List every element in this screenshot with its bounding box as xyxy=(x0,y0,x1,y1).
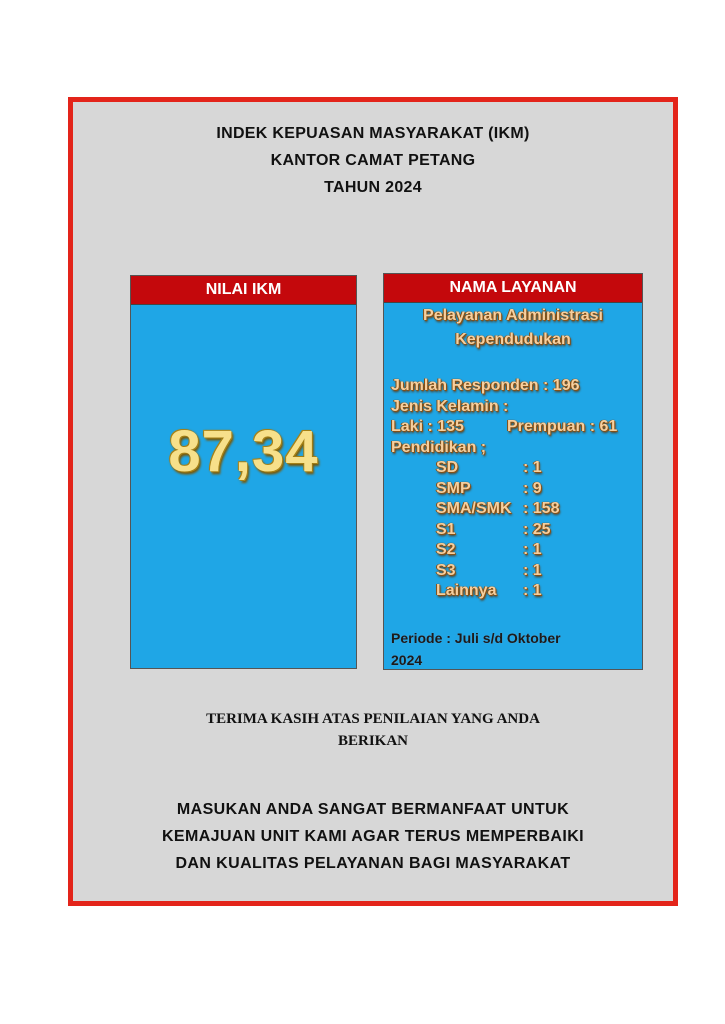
female-count: Prempuan : 61 xyxy=(507,418,618,435)
service-name-line2: Kependudukan xyxy=(455,331,571,348)
respondent-count: Jumlah Responden : 196 xyxy=(391,377,580,394)
education-row xyxy=(391,581,639,602)
poster-header xyxy=(73,120,673,201)
education-row xyxy=(391,540,639,561)
nama-layanan-panel xyxy=(383,273,643,670)
respondent-info xyxy=(391,376,639,602)
education-level: Lainnya xyxy=(436,582,497,599)
nama-layanan-heading: NAMA LAYANAN xyxy=(384,274,642,303)
footer-line3: DAN KUALITAS PELAYANAN BAGI MASYARAKAT xyxy=(175,855,571,872)
thank-you-message xyxy=(133,708,613,752)
education-level: S3 xyxy=(436,561,456,579)
education-row xyxy=(391,520,639,541)
education-level: SMA/SMK xyxy=(436,500,512,517)
ikm-poster xyxy=(68,97,678,906)
header-office: KANTOR CAMAT PETANG xyxy=(270,152,476,169)
period-line2: 2024 xyxy=(391,652,423,668)
nilai-ikm-heading: NILAI IKM xyxy=(131,276,356,305)
education-level: SMP xyxy=(436,479,471,497)
thanks-line2: BERIKAN xyxy=(337,733,408,749)
thanks-line1: TERIMA KASIH ATAS PENILAIAN YANG ANDA xyxy=(206,711,540,727)
education-count: : 1 xyxy=(523,459,542,476)
education-level: SD xyxy=(436,459,459,476)
education-count: : 1 xyxy=(523,582,542,599)
education-row xyxy=(391,458,639,479)
footer-line1: MASUKAN ANDA SANGAT BERMANFAAT UNTUK xyxy=(176,801,570,818)
service-name-line1: Pelayanan Administrasi xyxy=(423,307,603,324)
education-label: Pendidikan ; xyxy=(391,438,487,456)
education-row xyxy=(391,499,639,520)
gender-label: Jenis Kelamin : xyxy=(391,397,509,415)
service-name xyxy=(384,304,642,352)
header-title: INDEK KEPUASAN MASYARAKAT (IKM) xyxy=(216,125,530,142)
nilai-ikm-panel xyxy=(130,275,357,669)
male-count: Laki : 135 xyxy=(391,418,464,435)
education-count: : 1 xyxy=(523,541,542,558)
education-count: : 1 xyxy=(523,561,542,579)
education-count: : 158 xyxy=(523,500,560,517)
ikm-score: 87,34 xyxy=(168,419,319,484)
gender-row xyxy=(391,417,639,438)
education-row xyxy=(391,561,639,582)
survey-period xyxy=(391,627,601,671)
education-level: S2 xyxy=(436,541,456,558)
education-row xyxy=(391,479,639,500)
footer-line2: KEMAJUAN UNIT KAMI AGAR TERUS MEMPERBAIKI xyxy=(161,828,585,845)
education-count: : 25 xyxy=(523,520,551,538)
header-year: TAHUN 2024 xyxy=(324,179,422,196)
education-count: : 9 xyxy=(523,479,542,497)
feedback-message xyxy=(113,796,633,877)
education-level: S1 xyxy=(436,520,456,538)
period-line1: Periode : Juli s/d Oktober xyxy=(391,630,561,646)
